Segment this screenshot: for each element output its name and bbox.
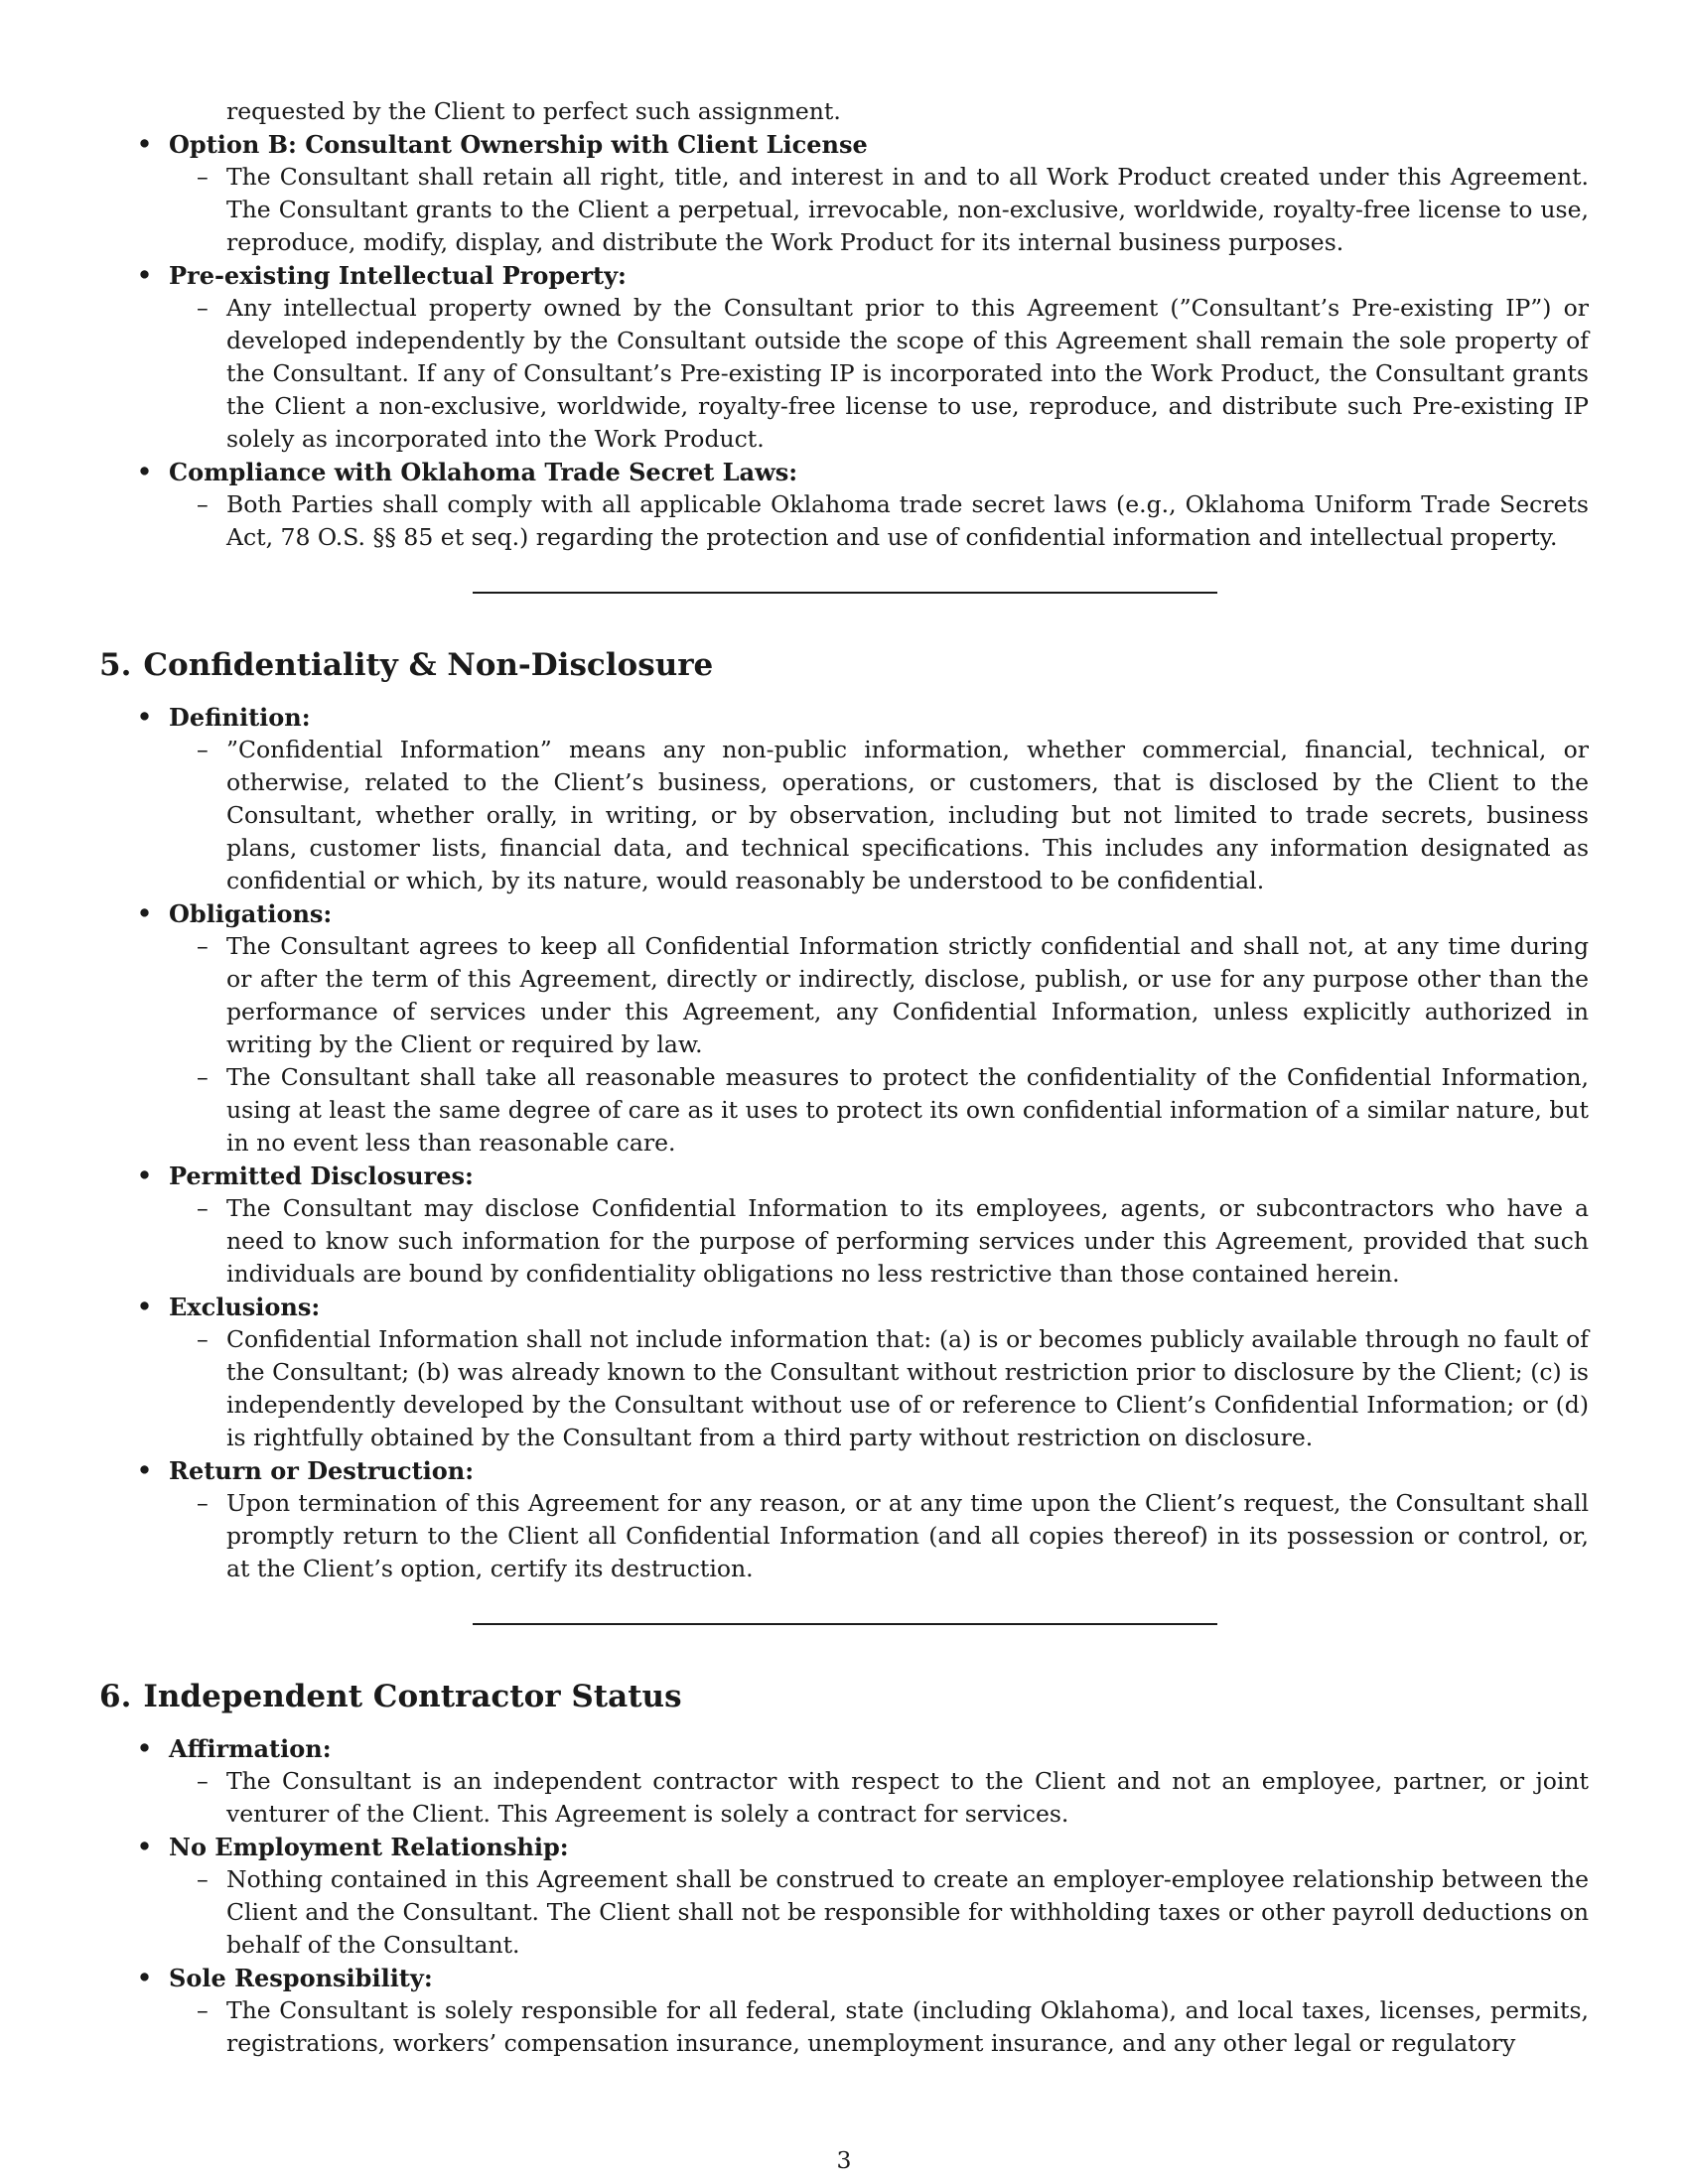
section-number: 6. bbox=[99, 1679, 132, 1714]
bullet-icon: • bbox=[137, 261, 153, 289]
sub-list bbox=[169, 161, 1589, 259]
sub-item-text: Nothing contained in this Agreement shall be construed to create an employer-employee relationship between the Client and the Consultant. The Client shall not be responsible for withholding taxes or other payroll deductions on behalf of the Consultant. bbox=[226, 1865, 1589, 1959]
bullet-icon: • bbox=[137, 1964, 153, 1991]
sub-item-text: The Consultant is an independent contractor with respect to the Client and not an employee, partner, or joint venturer of the Client. This Agreement is solely a contract for services. bbox=[226, 1767, 1589, 1828]
list-item bbox=[99, 128, 1589, 259]
sub-item-text: Upon termination of this Agreement for any reason, or at any time upon the Client’s request, the Consultant shall promptly return to the Client all Confidential Information (and all copies thereof) in its possession or control, or, at the Client’s option, certify its destruction. bbox=[226, 1489, 1589, 1582]
sub-item bbox=[169, 292, 1589, 456]
bullet-icon: • bbox=[137, 1734, 153, 1762]
sub-item bbox=[169, 1765, 1589, 1831]
dash-icon: – bbox=[197, 1865, 209, 1893]
list-item bbox=[99, 1732, 1589, 1831]
section-divider bbox=[473, 1623, 1217, 1625]
bullet-icon: • bbox=[137, 899, 153, 927]
sub-item bbox=[169, 1994, 1589, 2060]
sub-list bbox=[169, 930, 1589, 1160]
sub-item-text: The Consultant agrees to keep all Confidential Information strictly confidential and shall not, at any time during or after the term of this Agreement, directly or indirectly, disclose, publish, or use for any purpose other than the performance of services under this Agreement, any Confidential Information, unless explicitly authorized in writing by the Client or required by law. bbox=[226, 932, 1589, 1058]
section-title: Independent Contractor Status bbox=[143, 1679, 682, 1714]
section-title: Confidentiality & Non-Disclosure bbox=[143, 647, 714, 683]
sub-item bbox=[169, 734, 1589, 897]
top-item-list bbox=[99, 128, 1589, 554]
dash-icon: – bbox=[197, 1996, 209, 2024]
sub-item-text: The Consultant is solely responsible for all federal, state (including Oklahoma), and local taxes, licenses, permits, registrations, workers’ compensation insurance, unemployment insurance, and any other legal or regulatory bbox=[226, 1996, 1589, 2057]
sub-item bbox=[169, 488, 1589, 554]
item-title: Compliance with Oklahoma Trade Secret Laws: bbox=[169, 458, 798, 486]
list-item bbox=[99, 456, 1589, 554]
sub-list bbox=[169, 1323, 1589, 1454]
item-title: Permitted Disclosures: bbox=[169, 1161, 474, 1190]
list-item bbox=[99, 1454, 1589, 1585]
section-item-list bbox=[99, 1732, 1589, 2060]
section-heading-confidentiality bbox=[99, 645, 1589, 685]
item-title: Sole Responsibility: bbox=[169, 1964, 433, 1992]
section-item-list bbox=[99, 701, 1589, 1585]
list-item bbox=[99, 1291, 1589, 1454]
sub-item-text: ”Confidential Information” means any non-public information, whether commercial, financial, technical, or otherwise, related to the Client’s business, operations, or customers, that is disclosed by the Client to the Consultant, whether orally, in writing, or by observation, including but not limited to trade secrets, business plans, customer lists, financial data, and technical specifications. This includes any information designated as confidential or which, by its nature, would reasonably be understood to be confidential. bbox=[226, 736, 1589, 894]
sub-item bbox=[169, 1323, 1589, 1454]
page-content bbox=[99, 95, 1589, 2060]
item-title: Obligations: bbox=[169, 899, 333, 928]
dash-icon: – bbox=[197, 1489, 209, 1517]
dash-icon: – bbox=[197, 490, 209, 518]
sub-item-text: Any intellectual property owned by the Consultant prior to this Agreement (”Consultant’s Pre-existing IP”) or developed independently by the Consultant outside the scope of this Agreement shall remain the sole property of the Consultant. If any of Consultant’s Pre-existing IP is incorporated into the Work Product, the Consultant grants the Client a non-exclusive, worldwide, royalty-free license to use, reproduce, and distribute such Pre-existing IP solely as incorporated into the Work Product. bbox=[226, 294, 1589, 453]
bullet-icon: • bbox=[137, 1833, 153, 1860]
sub-item-text: Both Parties shall comply with all applicable Oklahoma trade secret laws (e.g., Oklahoma Uniform Trade Secrets Act, 78 O.S. §§ 85 et seq.) regarding the protection and use of confidential information and intellectual property. bbox=[226, 490, 1589, 551]
section-divider bbox=[473, 592, 1217, 594]
sub-item bbox=[169, 1487, 1589, 1585]
list-item bbox=[99, 701, 1589, 897]
section-number: 5. bbox=[99, 647, 132, 683]
item-title: Exclusions: bbox=[169, 1293, 321, 1321]
page-number: 3 bbox=[836, 2146, 852, 2174]
item-title: Definition: bbox=[169, 703, 311, 732]
sub-item bbox=[169, 1192, 1589, 1291]
bullet-icon: • bbox=[137, 1456, 153, 1484]
list-item bbox=[99, 897, 1589, 1160]
bullet-icon: • bbox=[137, 1161, 153, 1189]
dash-icon: – bbox=[197, 1194, 209, 1222]
sub-item-text: The Consultant may disclose Confidential Information to its employees, agents, or subcontractors who have a need to know such information for the purpose of performing services under this Agreement, provided that such individuals are bound by confidentiality obligations no less restrictive than those contained herein. bbox=[226, 1194, 1589, 1288]
dash-icon: – bbox=[197, 163, 209, 191]
item-title: No Employment Relationship: bbox=[169, 1833, 569, 1861]
sub-item bbox=[169, 1061, 1589, 1160]
sub-list bbox=[169, 1994, 1589, 2060]
list-item bbox=[99, 1831, 1589, 1962]
item-title: Return or Destruction: bbox=[169, 1456, 475, 1485]
item-title: Affirmation: bbox=[169, 1734, 332, 1763]
sub-list bbox=[169, 1192, 1589, 1291]
sub-list bbox=[169, 488, 1589, 554]
sub-list bbox=[169, 1487, 1589, 1585]
sub-list bbox=[169, 734, 1589, 897]
sub-item-text: The Consultant shall retain all right, title, and interest in and to all Work Product created under this Agreement. The Consultant grants to the Client a perpetual, irrevocable, non-exclusive, worldwide, royalty-free license to use, reproduce, modify, display, and distribute the Work Product for its internal business purposes. bbox=[226, 163, 1589, 256]
list-item bbox=[99, 1160, 1589, 1291]
bullet-icon: • bbox=[137, 1293, 153, 1320]
dash-icon: – bbox=[197, 1767, 209, 1795]
list-item bbox=[99, 259, 1589, 456]
sub-item bbox=[169, 1863, 1589, 1962]
dash-icon: – bbox=[197, 736, 209, 763]
dash-icon: – bbox=[197, 294, 209, 322]
dash-icon: – bbox=[197, 1325, 209, 1353]
sub-list bbox=[169, 292, 1589, 456]
bullet-icon: • bbox=[137, 458, 153, 485]
item-title: Option B: Consultant Ownership with Client License bbox=[169, 130, 868, 159]
section-heading-independent-contractor bbox=[99, 1677, 1589, 1716]
item-title: Pre-existing Intellectual Property: bbox=[169, 261, 627, 290]
sub-list bbox=[169, 1863, 1589, 1962]
bullet-icon: • bbox=[137, 130, 153, 158]
sub-item-text: The Consultant shall take all reasonable measures to protect the confidentiality of the Confidential Information, using at least the same degree of care as it uses to protect its own confidential information of a similar nature, but in no event less than reasonable care. bbox=[226, 1063, 1589, 1157]
sub-item bbox=[169, 930, 1589, 1061]
dash-icon: – bbox=[197, 932, 209, 960]
sub-item-text: Confidential Information shall not include information that: (a) is or becomes publicly available through no fault of the Consultant; (b) was already known to the Consultant without restriction prior to disclosure by the Client; (c) is independently developed by the Consultant without use of or reference to Client’s Confidential Information; or (d) is rightfully obtained by the Consultant from a third party without restriction on disclosure. bbox=[226, 1325, 1589, 1451]
bullet-icon: • bbox=[137, 703, 153, 731]
sub-item bbox=[169, 161, 1589, 259]
continued-text: requested by the Client to perfect such assignment. bbox=[226, 97, 841, 125]
list-item bbox=[99, 1962, 1589, 2060]
sub-list bbox=[169, 1765, 1589, 1831]
dash-icon: – bbox=[197, 1063, 209, 1091]
